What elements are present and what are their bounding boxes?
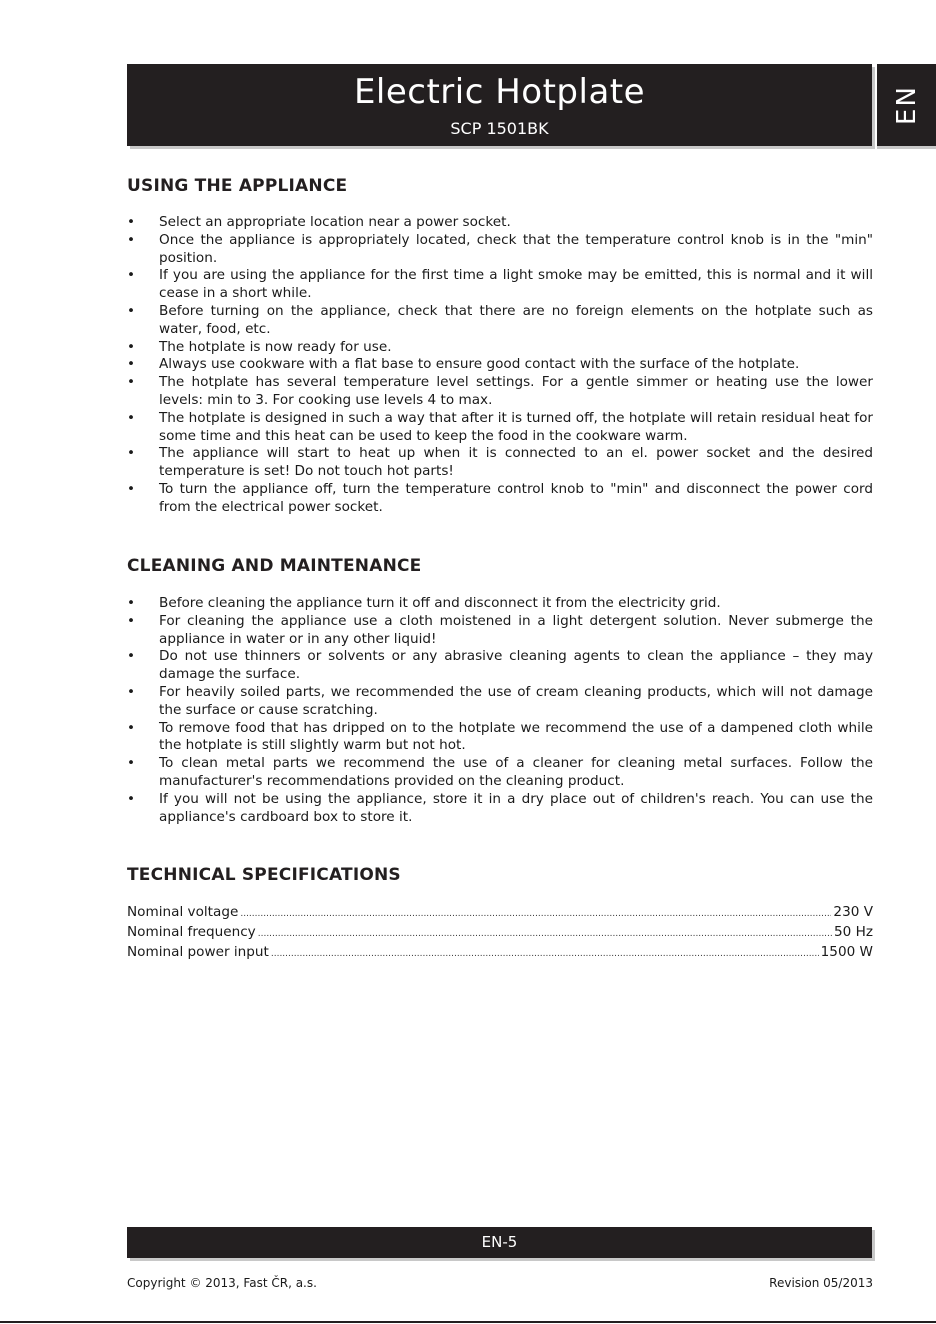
language-tab bbox=[877, 64, 936, 146]
spec-value: 230 V bbox=[833, 904, 873, 920]
model-number: SCP 1501BK bbox=[450, 119, 549, 138]
list-item: • Do not use thinners or solvents or any abrasive cleaning agents to clean the appliance – they may damage the surface. bbox=[127, 648, 873, 684]
spec-value: 1500 W bbox=[820, 943, 873, 960]
list-item: • The hotplate is now ready for use. bbox=[127, 339, 873, 357]
spec-value: 50 Hz bbox=[834, 923, 873, 940]
section-heading-using: USING THE APPLIANCE bbox=[127, 176, 348, 196]
list-item: • Select an appropriate location near a power socket. bbox=[127, 214, 873, 232]
list-item: • Before cleaning the appliance turn it off and disconnect it from the electricity grid. bbox=[127, 595, 873, 613]
section-heading-specs: TECHNICAL SPECIFICATIONS bbox=[127, 865, 401, 885]
document-title: Electric Hotplate bbox=[353, 72, 646, 112]
list-item: • Before turning on the appliance, check that there are no foreign elements on the hotplate such as water, food, etc. bbox=[127, 303, 873, 339]
leader-dots bbox=[258, 924, 832, 944]
leader-dots bbox=[240, 904, 831, 924]
section-heading-cleaning: CLEANING AND MAINTENANCE bbox=[127, 556, 422, 576]
list-item: • The hotplate is designed in such a way that after it is turned off, the hotplate will retain residual heat for some time and this heat can be used to keep the food in the cookware warm. bbox=[127, 410, 873, 446]
cleaning-list bbox=[127, 595, 873, 826]
spec-label: Nominal frequency bbox=[127, 923, 256, 940]
spec-row-frequency bbox=[127, 924, 873, 944]
spec-row-power bbox=[127, 944, 873, 964]
bottom-rule bbox=[0, 1321, 936, 1323]
list-item: • To clean metal parts we recommend the use of a cleaner for cleaning metal surfaces. Follow the manufacturer's recommendations provided on the cleaning product. bbox=[127, 755, 873, 791]
list-item: • The appliance will start to heat up when it is connected to an el. power socket and the desired temperature is set! Do not touch hot parts! bbox=[127, 445, 873, 481]
spec-label: Nominal power input bbox=[127, 943, 269, 960]
spec-row-voltage bbox=[127, 904, 873, 924]
leader-dots bbox=[271, 944, 819, 964]
list-item: • To remove food that has dripped on to the hotplate we recommend the use of a dampened cloth while the hotplate is still slightly warm but not hot. bbox=[127, 720, 873, 756]
list-item: • To turn the appliance off, turn the temperature control knob to "min" and disconnect the power cord from the electrical power socket. bbox=[127, 481, 873, 517]
using-list bbox=[127, 214, 873, 517]
revision-text: Revision 05/2013 bbox=[769, 1276, 873, 1290]
list-item: • If you are using the appliance for the first time a light smoke may be emitted, this is normal and it will cease in a short while. bbox=[127, 267, 873, 303]
spec-table bbox=[127, 904, 873, 963]
spec-label: Nominal voltage bbox=[127, 904, 239, 920]
list-item: • For cleaning the appliance use a cloth moistened in a light detergent solution. Never submerge the appliance in water or in any other liquid! bbox=[127, 613, 873, 649]
page-number: EN-5 bbox=[481, 1233, 518, 1251]
page-number-bar bbox=[127, 1227, 872, 1258]
list-item: • The hotplate has several temperature level settings. For a gentle simmer or heating use the lower levels: min to 3. For cooking use levels 4 to max. bbox=[127, 374, 873, 410]
list-item: • Once the appliance is appropriately located, check that the temperature control knob is in the "min" position. bbox=[127, 232, 873, 268]
language-label: EN bbox=[891, 85, 922, 125]
copyright-text: Copyright © 2013, Fast ČR, a.s. bbox=[127, 1276, 317, 1290]
title-banner bbox=[127, 64, 872, 146]
list-item: • If you will not be using the appliance, store it in a dry place out of children's reach. You can use the appliance's cardboard box to store it. bbox=[127, 791, 873, 827]
list-item: • Always use cookware with a flat base to ensure good contact with the surface of the hotplate. bbox=[127, 356, 873, 374]
list-item: • For heavily soiled parts, we recommended the use of cream cleaning products, which will not damage the surface or cause scratching. bbox=[127, 684, 873, 720]
